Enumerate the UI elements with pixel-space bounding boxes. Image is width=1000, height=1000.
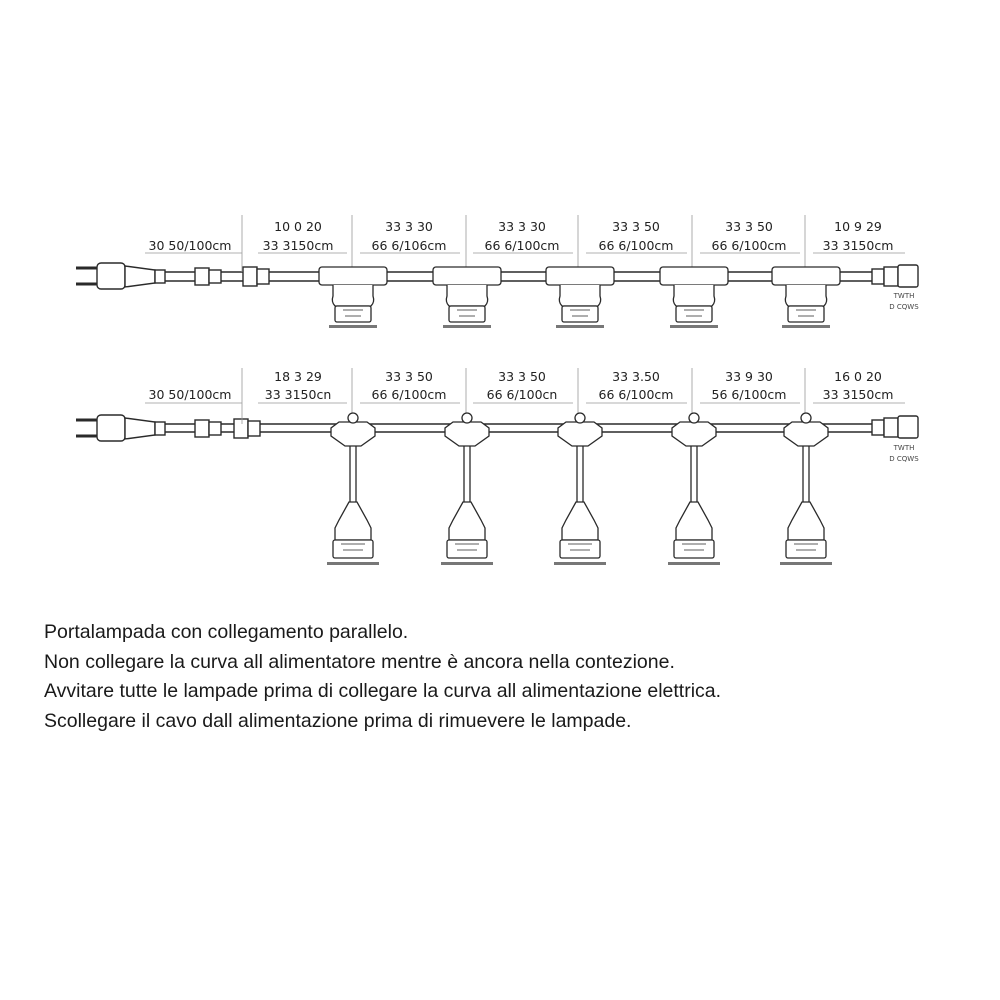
segment-length-label: 33 3150cm — [822, 387, 894, 402]
segment-length-label: 66 6/100cm — [371, 387, 447, 402]
segment-top-label: 10 0 20 — [274, 219, 322, 234]
note-line-1: Portalampada con collegamento parallelo. — [44, 621, 409, 643]
end-connector-icon — [872, 265, 918, 287]
end-label: D CQWS — [889, 455, 919, 463]
segment-top-label: 33 3 50 — [385, 369, 433, 384]
segment-length-label: 66 6/100cn — [486, 387, 558, 402]
lamp-holder-icon — [546, 267, 614, 328]
connector-icon — [195, 267, 269, 286]
segment-length-label: 30 50/100cm — [148, 238, 232, 253]
segment-length-label: 66 6/100cm — [598, 238, 674, 253]
segment-top-label: 33 3.50 — [612, 369, 660, 384]
lamp-holder-icon — [327, 413, 379, 565]
segment-top-label: 33 3 30 — [385, 219, 433, 234]
segment-top-label: 33 3 50 — [612, 219, 660, 234]
notes-block — [44, 618, 944, 736]
lamp-holder-icon — [433, 267, 501, 328]
lamp-holder-icon — [441, 413, 493, 565]
segment-top-label: 33 3 50 — [725, 219, 773, 234]
segment-top-label: 33 3 50 — [498, 369, 546, 384]
segment-length-label: 66 6/100cm — [598, 387, 674, 402]
lamp-holder-icon — [772, 267, 840, 328]
plug-icon — [76, 263, 165, 289]
segment-length-label: 66 6/100cm — [484, 238, 560, 253]
end-label: TWTH — [893, 292, 915, 300]
segment-length-label: 66 6/106cm — [371, 238, 447, 253]
segment-top-label: 33 3 30 — [498, 219, 546, 234]
segment-top-label: 10 9 29 — [834, 219, 882, 234]
row-2-marks — [149, 369, 920, 565]
plug-icon — [76, 415, 165, 441]
lamp-holder-icon — [780, 413, 832, 565]
note-line-3: Avvitare tutte le lampade prima di collegare la curva all alimentazione elettrica. — [44, 680, 722, 702]
segment-length-label: 30 50/100cm — [148, 387, 232, 402]
note-line-2: Non collegare la curva all alimentatore mentre è ancora nella contezione. — [44, 650, 675, 673]
note-line-4: Scollegare il cavo dall alimentazione prima di rimuevere le lampade. — [44, 709, 632, 732]
lamp-holder-icon — [668, 413, 720, 565]
end-label: D CQWS — [889, 303, 919, 311]
segment-length-label: 33 3150cm — [262, 238, 334, 253]
end-label: TWTH — [893, 444, 915, 452]
segment-top-label: 33 9 30 — [725, 369, 773, 384]
end-connector-icon — [872, 416, 918, 438]
segment-length-label: 56 6/100cm — [711, 387, 787, 402]
segment-top-label: 18 3 29 — [274, 369, 322, 384]
cable-line — [128, 272, 880, 281]
segment-length-label: 33 3150cn — [264, 387, 332, 402]
segment-length-label: 66 6/100cm — [711, 238, 787, 253]
lamp-holder-icon — [554, 413, 606, 565]
segment-length-label: 33 3150cm — [822, 238, 894, 253]
connector-icon — [195, 419, 260, 438]
segment-top-label: 16 0 20 — [834, 369, 882, 384]
lamp-holder-icon — [660, 267, 728, 328]
lamp-holder-icon — [319, 267, 387, 328]
